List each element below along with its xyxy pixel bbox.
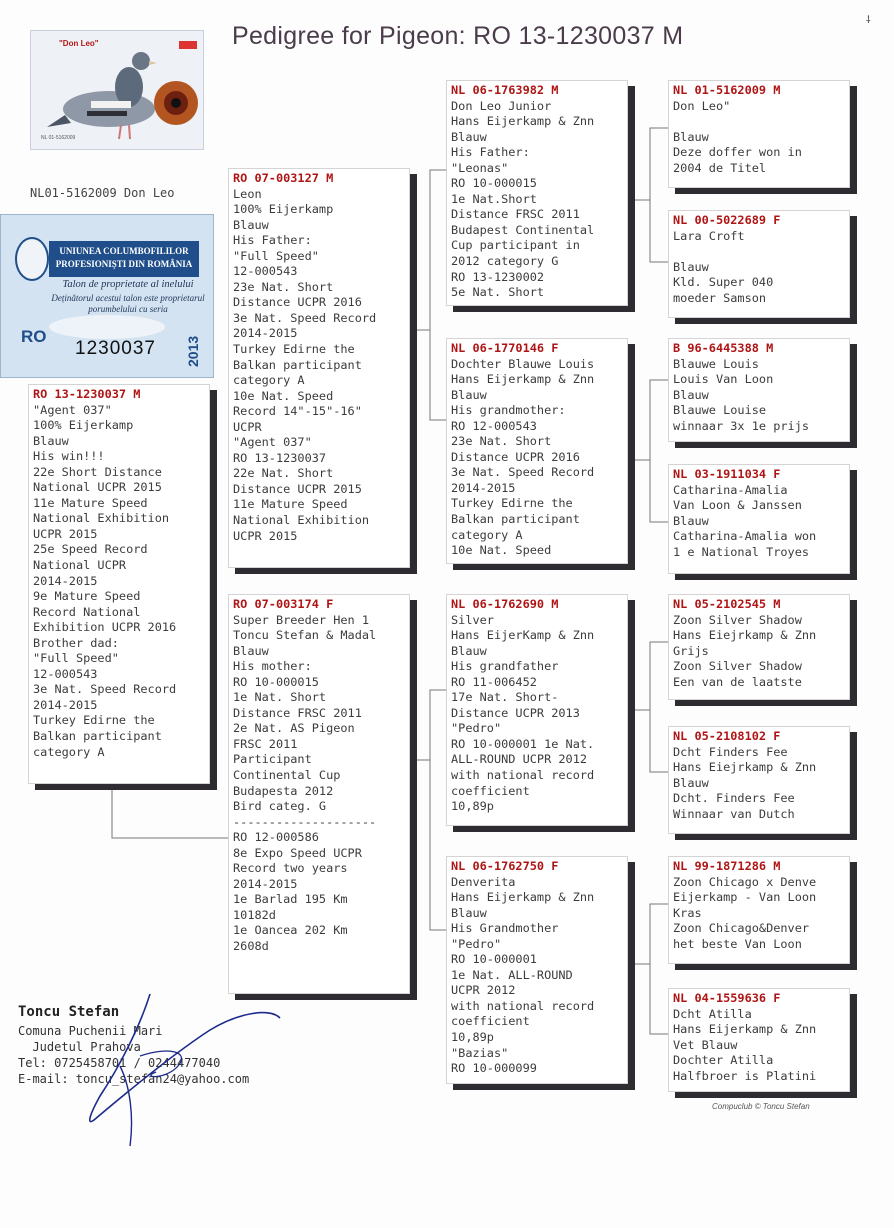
- certificate-ring-number: 1230037: [75, 338, 156, 359]
- bird-detail-line: 22e Nat. Short: [233, 466, 334, 481]
- bird-detail-line: 8e Expo Speed UCPR: [233, 845, 362, 860]
- bird-detail-line: Blauw: [451, 905, 487, 920]
- bird-detail-line: Zoon Chicago&Denver: [673, 921, 810, 936]
- certificate-country: RO: [21, 327, 47, 346]
- bird-card-mmf: [668, 856, 850, 964]
- bird-card-mmm: [668, 988, 850, 1092]
- bird-detail-line: Hans EijerKamp & Znn: [451, 628, 595, 643]
- bird-card-mm: [446, 856, 628, 1084]
- bird-detail-line: Continental Cup: [233, 768, 341, 783]
- bird-detail-line: Eijerkamp - Van Loon: [673, 890, 817, 905]
- page-title: Pedigree for Pigeon: RO 13-1230037 M: [232, 22, 684, 50]
- bird-detail-line: His Grandmother: [451, 921, 559, 936]
- bird-card-ff: [446, 80, 628, 306]
- bird-detail-line: Blauw: [673, 129, 709, 144]
- bird-detail-line: 9e Mature Speed: [33, 589, 141, 604]
- bird-detail-line: RO 10-000001: [451, 952, 537, 967]
- bird-detail-line: RO 11-006452: [451, 674, 537, 689]
- bird-detail-line: National Exhibition: [233, 513, 370, 528]
- bird-detail-line: RO 13-1230002: [451, 269, 545, 284]
- photo-caption: NL01-5162009 Don Leo: [30, 186, 175, 200]
- bird-detail-line: [673, 244, 849, 260]
- bird-detail-line: 10e Nat. Speed: [233, 388, 334, 403]
- bird-ring-subject: RO 13-1230037 M: [33, 387, 141, 401]
- bird-detail-line: Blauw: [673, 775, 709, 790]
- bird-detail-line: Distance FRSC 2011: [233, 705, 362, 720]
- bird-detail-line: Blauw: [233, 643, 269, 658]
- bird-detail-line: moeder Samson: [673, 290, 767, 305]
- bird-card-subject: [28, 384, 210, 784]
- bird-card-fff: [668, 80, 850, 188]
- bird-detail-line: Catharina-Amalia won: [673, 529, 817, 544]
- bird-card-mother: [228, 594, 410, 994]
- bird-detail-line: Blauw: [33, 433, 69, 448]
- bird-detail-line: 11e Mature Speed: [233, 497, 348, 512]
- bird-detail-line: Cup participant in: [451, 238, 580, 253]
- bird-detail-line: Budapest Continental: [451, 222, 595, 237]
- bird-detail-line: Hans Eiejrkamp & Znn: [673, 760, 817, 775]
- bird-details-mmm: [673, 1007, 849, 1085]
- bird-details-father: [233, 187, 409, 545]
- federation-name-line1: UNIUNEA COLUMBOFILILOR: [59, 246, 189, 256]
- bird-detail-line: category A: [451, 527, 523, 542]
- bird-detail-line: Denverita: [451, 874, 516, 889]
- bird-detail-line: 17e Nat. Short-: [451, 690, 559, 705]
- bird-detail-line: Blauw: [451, 643, 487, 658]
- bird-details-ffm: [673, 229, 849, 307]
- bird-detail-line: Hans Eijerkamp & Znn: [451, 890, 595, 905]
- bird-detail-line: Distance UCPR 2016: [451, 449, 580, 464]
- bird-detail-line: 100% Eijerkamp: [33, 418, 134, 433]
- bird-card-ffm: [668, 210, 850, 318]
- bird-detail-line: UCPR 2015: [233, 528, 298, 543]
- bird-detail-line: Blauw: [673, 259, 709, 274]
- bird-detail-line: 10,89p: [451, 1030, 494, 1045]
- bird-card-fm: [446, 338, 628, 564]
- bird-detail-line: Distance UCPR 2013: [451, 705, 580, 720]
- bird-detail-line: 1e Nat. ALL-ROUND: [451, 967, 573, 982]
- bird-ring-mm: NL 06-1762750 F: [451, 859, 559, 873]
- bird-detail-line: Hans Eijerkamp & Znn: [451, 372, 595, 387]
- bird-ring-mother: RO 07-003174 F: [233, 597, 334, 611]
- bird-detail-line: "Leonas": [451, 160, 509, 175]
- bird-detail-line: "Pedro": [451, 721, 502, 736]
- bird-detail-line: His mother:: [233, 659, 312, 674]
- bird-detail-line: RO 10-000015: [451, 176, 537, 191]
- bird-detail-line: Distance UCPR 2016: [233, 295, 362, 310]
- bird-detail-line: 10182d: [233, 907, 276, 922]
- bird-details-subject: [33, 403, 209, 761]
- bird-detail-line: Record two years: [233, 861, 348, 876]
- handwritten-signature-icon: [80, 986, 300, 1156]
- bird-details-fmf: [673, 357, 849, 435]
- bird-detail-line: Record 14"-15"-16": [233, 404, 362, 419]
- bird-detail-line: Super Breeder Hen 1: [233, 612, 370, 627]
- bird-detail-line: Turkey Edirne the: [451, 496, 573, 511]
- bird-detail-line: category A: [233, 373, 305, 388]
- bird-detail-line: His Father:: [451, 145, 530, 160]
- bird-detail-line: Kld. Super 040: [673, 275, 774, 290]
- bird-detail-line: Lara Croft: [673, 228, 745, 243]
- bird-detail-line: RO 10-000099: [451, 1061, 537, 1076]
- bird-detail-line: 2e Nat. AS Pigeon: [233, 721, 355, 736]
- bird-detail-line: Leon: [233, 186, 262, 201]
- bird-details-fff: [673, 99, 849, 177]
- bird-detail-line: 23e Nat. Short: [233, 279, 334, 294]
- bird-ring-mf: NL 06-1762690 M: [451, 597, 559, 611]
- bird-detail-line: 100% Eijerkamp: [233, 202, 334, 217]
- bird-ring-mmf: NL 99-1871286 M: [673, 859, 781, 873]
- bird-detail-line: 22e Short Distance: [33, 464, 162, 479]
- bird-detail-line: coefficient: [451, 783, 530, 798]
- bird-ring-mff: NL 05-2102545 M: [673, 597, 781, 611]
- bird-detail-line: Distance UCPR 2015: [233, 481, 362, 496]
- bird-detail-line: 1e Nat. Short: [233, 690, 327, 705]
- bird-detail-line: His grandmother:: [451, 403, 566, 418]
- bird-detail-line: Record National: [33, 604, 141, 619]
- bird-detail-line: 2014-2015: [33, 573, 98, 588]
- copyright-note: Compuclub © Toncu Stefan: [712, 1102, 810, 1111]
- bird-detail-line: Balkan participant: [233, 357, 362, 372]
- bird-detail-line: National Exhibition: [33, 511, 170, 526]
- bird-detail-line: Hans Eiejrkamp & Znn: [673, 628, 817, 643]
- bird-ring-ff: NL 06-1763982 M: [451, 83, 559, 97]
- bird-detail-line: Kras: [673, 905, 702, 920]
- breeder-address-line1: Comuna Puchenii Mari: [18, 1024, 163, 1038]
- bird-detail-line: 1e Oancea 202 Km: [233, 923, 348, 938]
- bird-detail-line: Blauw: [451, 129, 487, 144]
- bird-detail-line: 2014-2015: [233, 326, 298, 341]
- bird-details-mff: [673, 613, 849, 691]
- bird-detail-line: Brother dad:: [33, 635, 119, 650]
- bird-ring-mmm: NL 04-1559636 F: [673, 991, 781, 1005]
- bird-ring-fmm: NL 03-1911034 F: [673, 467, 781, 481]
- bird-detail-line: UCPR: [233, 419, 262, 434]
- logo-ring-number: NL 01-5162009: [41, 135, 76, 141]
- bird-detail-line: [673, 114, 849, 130]
- certificate-text-line2: porumbelului cu seria: [88, 304, 168, 314]
- bird-detail-line: Blauw: [673, 387, 709, 402]
- bird-detail-line: Een van de laatste: [673, 674, 802, 689]
- bird-detail-line: "Agent 037": [233, 435, 312, 450]
- bird-detail-line: Bird categ. G: [233, 799, 327, 814]
- bird-detail-line: RO 12-000543: [451, 418, 537, 433]
- bird-detail-line: FRSC 2011: [233, 736, 298, 751]
- logo-bird-name: "Don Leo": [59, 39, 99, 48]
- bird-detail-line: "Bazias": [451, 1045, 509, 1060]
- bird-detail-line: His Father:: [233, 233, 312, 248]
- bird-detail-line: Deze doffer won in: [673, 145, 802, 160]
- bird-detail-line: ALL-ROUND UCPR 2012: [451, 752, 588, 767]
- bird-detail-line: "Full Speed": [233, 248, 319, 263]
- bird-detail-line: 2608d: [233, 939, 269, 954]
- bird-detail-line: Winnaar van Dutch: [673, 806, 795, 821]
- bird-detail-line: 10,89p: [451, 799, 494, 814]
- bird-detail-line: --------------------: [233, 814, 377, 829]
- bird-ring-fm: NL 06-1770146 F: [451, 341, 559, 355]
- bird-card-fmf: [668, 338, 850, 442]
- bird-detail-line: 25e Speed Record: [33, 542, 148, 557]
- bird-detail-line: Dochter Blauwe Louis: [451, 356, 595, 371]
- breeder-email[interactable]: E-mail: toncu_stefan24@yahoo.com: [18, 1072, 250, 1086]
- bird-detail-line: 2014-2015: [33, 697, 98, 712]
- federation-name-line2: PROFESIONIȘTI DIN ROMÂNIA: [55, 259, 193, 269]
- bird-detail-line: His grandfather: [451, 659, 559, 674]
- bird-detail-line: Silver: [451, 612, 494, 627]
- bird-detail-line: 3e Nat. Speed Record: [33, 682, 177, 697]
- bird-detail-line: 2014-2015: [451, 480, 516, 495]
- bird-detail-line: Blauw: [233, 217, 269, 232]
- bird-detail-line: Don Leo": [673, 98, 731, 113]
- bird-detail-line: Zoon Chicago x Denve: [673, 874, 817, 889]
- bird-detail-line: Toncu Stefan & Madal: [233, 628, 377, 643]
- bird-details-fm: [451, 357, 627, 559]
- bird-detail-line: 23e Nat. Short: [451, 434, 552, 449]
- bird-card-mff: [668, 594, 850, 700]
- bird-detail-line: Catharina-Amalia: [673, 482, 788, 497]
- bird-detail-line: 3e Nat. Speed Record: [233, 310, 377, 325]
- bird-detail-line: het beste Van Loon: [673, 936, 802, 951]
- bird-detail-line: 5e Nat. Short: [451, 285, 545, 300]
- bird-detail-line: Balkan participant: [33, 729, 162, 744]
- bird-detail-line: Dcht Finders Fee: [673, 744, 788, 759]
- bird-details-mmf: [673, 875, 849, 953]
- bird-card-mf: [446, 594, 628, 826]
- bird-detail-line: UCPR 2012: [451, 983, 516, 998]
- bird-detail-line: Exhibition UCPR 2016: [33, 620, 177, 635]
- bird-details-mother: [233, 613, 409, 955]
- bird-detail-line: RO 10-000015: [233, 674, 319, 689]
- bird-detail-line: Blauwe Louise: [673, 403, 767, 418]
- bird-detail-line: winnaar 3x 1e prijs: [673, 418, 810, 433]
- bird-ring-father: RO 07-003127 M: [233, 171, 334, 185]
- bird-detail-line: National UCPR: [33, 558, 127, 573]
- breeder-name: Toncu Stefan: [18, 1004, 120, 1020]
- bird-detail-line: 3e Nat. Speed Record: [451, 465, 595, 480]
- bird-detail-line: Hans Eijerkamp & Znn: [673, 1022, 817, 1037]
- bird-detail-line: 12-000543: [233, 264, 298, 279]
- bird-detail-line: 1e Barlad 195 Km: [233, 892, 348, 907]
- bird-detail-line: 11e Mature Speed: [33, 495, 148, 510]
- bird-ring-fff: NL 01-5162009 M: [673, 83, 781, 97]
- bird-details-mf: [451, 613, 627, 815]
- bird-detail-line: Blauw: [673, 513, 709, 528]
- bird-details-fmm: [673, 483, 849, 561]
- bird-detail-line: Van Loon & Janssen: [673, 498, 802, 513]
- bird-detail-line: Louis Van Loon: [673, 372, 774, 387]
- bird-detail-line: "Full Speed": [33, 651, 119, 666]
- bird-detail-line: category A: [33, 744, 105, 759]
- bird-card-father: [228, 168, 410, 568]
- bird-detail-line: Dcht. Finders Fee: [673, 791, 795, 806]
- certificate-text-line1: Deținătorul acestui talon este proprietarul: [51, 293, 205, 303]
- bird-detail-line: UCPR 2015: [33, 526, 98, 541]
- bird-detail-line: His win!!!: [33, 449, 105, 464]
- bird-detail-line: with national record: [451, 768, 595, 783]
- bird-detail-line: RO 12-000586: [233, 830, 319, 845]
- bird-detail-line: Hans Eijerkamp & Znn: [451, 114, 595, 129]
- bird-detail-line: Budapesta 2012: [233, 783, 334, 798]
- bird-detail-line: National UCPR 2015: [33, 480, 162, 495]
- bird-detail-line: 2004 de Titel: [673, 160, 767, 175]
- bird-detail-line: Don Leo Junior: [451, 98, 552, 113]
- bird-detail-line: 12-000543: [33, 666, 98, 681]
- bird-detail-line: "Agent 037": [33, 402, 112, 417]
- bird-detail-line: RO 10-000001 1e Nat.: [451, 736, 595, 751]
- bird-detail-line: Turkey Edirne the: [33, 713, 155, 728]
- bird-detail-line: Blauwe Louis: [673, 356, 759, 371]
- bird-detail-line: 10e Nat. Speed: [451, 543, 552, 558]
- bird-detail-line: 2014-2015: [233, 876, 298, 891]
- bird-detail-line: Turkey Edirne the: [233, 342, 355, 357]
- bird-detail-line: 1 e National Troyes: [673, 544, 810, 559]
- bird-ring-mfm: NL 05-2108102 F: [673, 729, 781, 743]
- bird-detail-line: RO 13-1230037: [233, 450, 327, 465]
- bird-ring-ffm: NL 00-5022689 F: [673, 213, 781, 227]
- bird-card-fmm: [668, 464, 850, 574]
- bird-detail-line: Participant: [233, 752, 312, 767]
- certificate-year: 2013: [185, 335, 201, 367]
- bird-detail-line: Distance FRSC 2011: [451, 207, 580, 222]
- corner-mark-icon: ⸸: [866, 15, 871, 26]
- bird-detail-line: Blauw: [451, 387, 487, 402]
- bird-ring-fmf: B 96-6445388 M: [673, 341, 774, 355]
- bird-detail-line: "Pedro": [451, 936, 502, 951]
- bird-detail-line: 2012 category G: [451, 254, 559, 269]
- bird-detail-line: Halfbroer is Platini: [673, 1068, 817, 1083]
- bird-detail-line: Zoon Silver Shadow: [673, 659, 802, 674]
- bird-detail-line: Grijs: [673, 643, 709, 658]
- certificate-subtitle: Talon de proprietate al inelului: [62, 279, 194, 290]
- bird-detail-line: coefficient: [451, 1014, 530, 1029]
- bird-detail-line: with national record: [451, 998, 595, 1013]
- bird-detail-line: Zoon Silver Shadow: [673, 612, 802, 627]
- bird-details-mm: [451, 875, 627, 1077]
- breeder-address-line2: Judetul Prahova: [18, 1040, 141, 1054]
- bird-card-mfm: [668, 726, 850, 834]
- bird-detail-line: Balkan participant: [451, 512, 580, 527]
- bird-details-ff: [451, 99, 627, 301]
- bird-detail-line: Dochter Atilla: [673, 1053, 774, 1068]
- bird-detail-line: Vet Blauw: [673, 1037, 738, 1052]
- bird-detail-line: 1e Nat.Short: [451, 191, 537, 206]
- bird-details-mfm: [673, 745, 849, 823]
- bird-detail-line: Dcht Atilla: [673, 1006, 752, 1021]
- breeder-phone: Tel: 0725458701 / 0244477040: [18, 1056, 221, 1070]
